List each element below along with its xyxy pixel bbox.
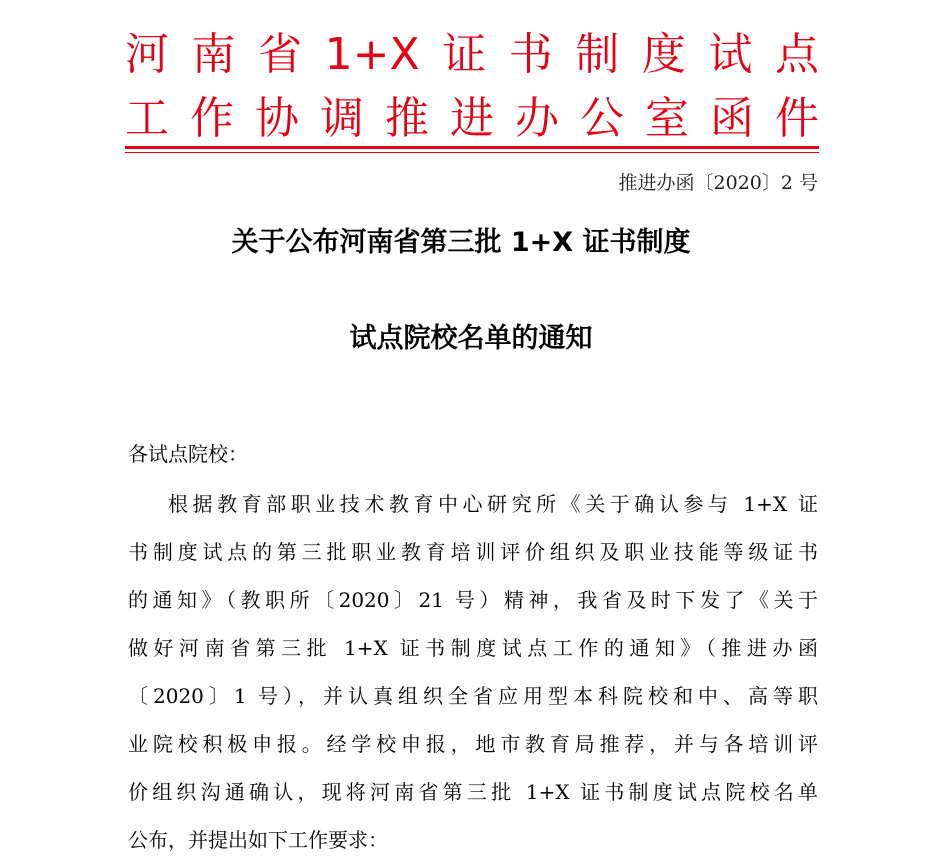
body-paragraph-line: 根据教育部职业技术教育中心研究所《关于确认参与 1+X 证 xyxy=(168,492,818,516)
letterhead-line-2: 工作协调推进办公室函件 xyxy=(125,93,819,144)
document-title-line-2: 试点院校名单的通知 xyxy=(349,323,593,354)
body-paragraph-line: 价组织沟通确认，现将河南省第三批 1+X 证书制度试点院校名单 xyxy=(128,780,818,804)
letterhead-rule-thin xyxy=(125,152,819,153)
body-paragraph-line: 业院校积极申报。经学校申报，地市教育局推荐，并与各培训评 xyxy=(128,732,818,756)
body-paragraph-line: 书制度试点的第三批职业教育培训评价组织及职业技能等级证书 xyxy=(128,540,818,564)
body-paragraph-line: 的通知》（教职所〔2020〕21 号）精神，我省及时下发了《关于 xyxy=(128,588,818,612)
body-paragraph-line: 公布，并提出如下工作要求： xyxy=(128,828,388,852)
salutation: 各试点院校： xyxy=(128,442,248,466)
document-number: 推进办函〔2020〕2 号 xyxy=(618,172,818,194)
letterhead-rule-thick xyxy=(125,146,819,149)
body-paragraph-line: 〔2020〕1 号），并认真组织全省应用型本科院校和中、高等职 xyxy=(128,684,818,708)
document-title-line-1: 关于公布河南省第三批 1+X 证书制度 xyxy=(231,227,691,258)
body-paragraph-line: 做好河南省第三批 1+X 证书制度试点工作的通知》（推进办函 xyxy=(128,636,818,660)
letterhead-line-1: 河南省1+X证书制度试点 xyxy=(125,29,819,80)
